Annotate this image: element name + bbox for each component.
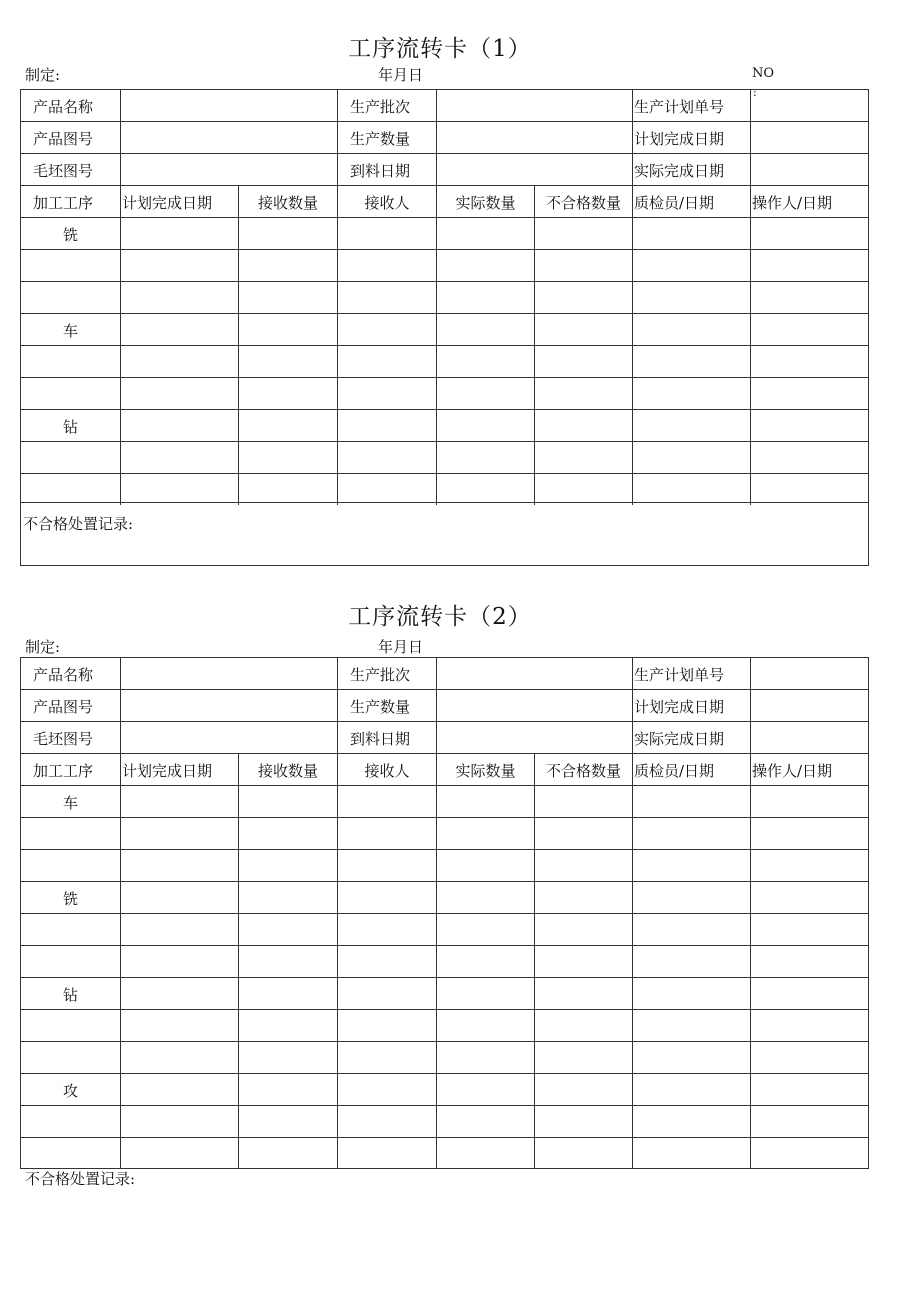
actual-qty-cell[interactable]	[436, 313, 534, 345]
col-header-actual-qty: 实际数量	[436, 185, 534, 217]
actual-qty-cell[interactable]	[436, 913, 534, 945]
actual-qty-cell[interactable]	[436, 409, 534, 441]
received-qty-cell[interactable]	[238, 913, 337, 945]
defect-disposal-label: 不合格处置记录:	[23, 515, 134, 533]
inspector-cell[interactable]	[632, 977, 750, 1009]
operator-cell[interactable]	[750, 313, 869, 345]
received-qty-cell[interactable]	[238, 1009, 337, 1041]
inspector-cell[interactable]	[632, 817, 750, 849]
plan-date-cell[interactable]	[120, 977, 238, 1009]
actual-qty-cell[interactable]	[436, 977, 534, 1009]
received-qty-cell[interactable]	[238, 345, 337, 377]
process-cell: 车	[20, 785, 120, 817]
operator-cell[interactable]	[750, 1137, 869, 1169]
production-qty-field[interactable]	[436, 689, 632, 721]
defect-qty-cell[interactable]	[534, 313, 632, 345]
process-cell: 攻	[20, 1073, 120, 1105]
production-batch-field[interactable]	[436, 89, 632, 121]
made-by-label: 制定:	[25, 638, 61, 656]
production-qty-label: 生产数量	[337, 121, 436, 153]
actual-finish-date-field[interactable]	[750, 721, 869, 753]
col-header-operator: 操作人/日期	[750, 753, 869, 785]
plan-date-cell[interactable]	[120, 377, 238, 409]
serial-no-colon: :	[753, 86, 757, 99]
defect-qty-cell[interactable]	[534, 1073, 632, 1105]
blank-drawing-field[interactable]	[120, 721, 337, 753]
operator-cell[interactable]	[750, 849, 869, 881]
product-name-label: 产品名称	[20, 657, 120, 689]
inspector-cell[interactable]	[632, 1009, 750, 1041]
receiver-cell[interactable]	[337, 913, 436, 945]
receiver-cell[interactable]	[337, 1009, 436, 1041]
inspector-cell[interactable]	[632, 281, 750, 313]
received-qty-cell[interactable]	[238, 313, 337, 345]
defect-qty-cell[interactable]	[534, 977, 632, 1009]
receiver-cell[interactable]	[337, 1105, 436, 1137]
defect-qty-cell[interactable]	[534, 913, 632, 945]
operator-cell[interactable]	[750, 977, 869, 1009]
operator-cell[interactable]	[750, 1105, 869, 1137]
col-header-inspector: 质检员/日期	[632, 185, 750, 217]
actual-qty-cell[interactable]	[436, 1073, 534, 1105]
process-cell: 钻	[20, 977, 120, 1009]
operator-cell[interactable]	[750, 1009, 869, 1041]
plan-date-cell[interactable]	[120, 441, 238, 473]
operator-cell[interactable]	[750, 1073, 869, 1105]
plan-date-cell[interactable]	[120, 217, 238, 249]
process-cell: 铣	[20, 217, 120, 249]
actual-qty-cell[interactable]	[436, 281, 534, 313]
defect-qty-cell[interactable]	[534, 441, 632, 473]
actual-qty-cell[interactable]	[436, 785, 534, 817]
process-cell	[20, 441, 120, 473]
defect-qty-cell[interactable]	[534, 1137, 632, 1169]
process-cell	[20, 1009, 120, 1041]
process-cell	[20, 849, 120, 881]
defect-qty-cell[interactable]	[534, 409, 632, 441]
receiver-cell[interactable]	[337, 313, 436, 345]
inspector-cell[interactable]	[632, 313, 750, 345]
plan-date-cell[interactable]	[120, 1137, 238, 1169]
plan-date-cell[interactable]	[120, 1105, 238, 1137]
serial-no-label: NO	[752, 66, 775, 81]
inspector-cell[interactable]	[632, 409, 750, 441]
col-header-operator: 操作人/日期	[750, 185, 869, 217]
receiver-cell[interactable]	[337, 217, 436, 249]
product-name-label: 产品名称	[20, 89, 120, 121]
plan-date-cell[interactable]	[120, 281, 238, 313]
operator-cell[interactable]	[750, 473, 869, 505]
inspector-cell[interactable]	[632, 849, 750, 881]
received-qty-cell[interactable]	[238, 1105, 337, 1137]
inspector-cell[interactable]	[632, 377, 750, 409]
date-label: 年月日	[378, 638, 424, 656]
plan-finish-date-label: 计划完成日期	[632, 689, 750, 721]
process-cell	[20, 249, 120, 281]
actual-qty-cell[interactable]	[436, 945, 534, 977]
defect-qty-cell[interactable]	[534, 377, 632, 409]
operator-cell[interactable]	[750, 1041, 869, 1073]
receiver-cell[interactable]	[337, 785, 436, 817]
defect-qty-cell[interactable]	[534, 785, 632, 817]
plan-date-cell[interactable]	[120, 1009, 238, 1041]
product-drawing-field[interactable]	[120, 689, 337, 721]
defect-qty-cell[interactable]	[534, 473, 632, 505]
plan-date-cell[interactable]	[120, 849, 238, 881]
col-header-plan-date: 计划完成日期	[120, 185, 238, 217]
actual-qty-cell[interactable]	[436, 849, 534, 881]
production-batch-label: 生产批次	[337, 657, 436, 689]
receiver-cell[interactable]	[337, 1137, 436, 1169]
plan-date-cell[interactable]	[120, 473, 238, 505]
material-date-label: 到料日期	[337, 721, 436, 753]
actual-qty-cell[interactable]	[436, 345, 534, 377]
defect-qty-cell[interactable]	[534, 249, 632, 281]
plan-order-no-field[interactable]	[750, 89, 869, 121]
plan-finish-date-field[interactable]	[750, 689, 869, 721]
process-cell	[20, 281, 120, 313]
process-cell	[20, 473, 120, 505]
defect-qty-cell[interactable]	[534, 1105, 632, 1137]
plan-date-cell[interactable]	[120, 1041, 238, 1073]
receiver-cell[interactable]	[337, 1073, 436, 1105]
card-title: 工序流转卡（2）	[348, 604, 532, 630]
received-qty-cell[interactable]	[238, 1041, 337, 1073]
receiver-cell[interactable]	[337, 281, 436, 313]
operator-cell[interactable]	[750, 441, 869, 473]
inspector-cell[interactable]	[632, 945, 750, 977]
actual-qty-cell[interactable]	[436, 881, 534, 913]
inspector-cell[interactable]	[632, 441, 750, 473]
actual-qty-cell[interactable]	[436, 817, 534, 849]
actual-finish-date-label: 实际完成日期	[632, 721, 750, 753]
defect-qty-cell[interactable]	[534, 345, 632, 377]
receiver-cell[interactable]	[337, 817, 436, 849]
actual-qty-cell[interactable]	[436, 1009, 534, 1041]
actual-qty-cell[interactable]	[436, 217, 534, 249]
inspector-cell[interactable]	[632, 913, 750, 945]
received-qty-cell[interactable]	[238, 441, 337, 473]
product-drawing-label: 产品图号	[20, 689, 120, 721]
defect-qty-cell[interactable]	[534, 849, 632, 881]
material-date-field[interactable]	[436, 153, 632, 185]
process-cell	[20, 345, 120, 377]
receiver-cell[interactable]	[337, 473, 436, 505]
material-date-field[interactable]	[436, 721, 632, 753]
receiver-cell[interactable]	[337, 945, 436, 977]
operator-cell[interactable]	[750, 281, 869, 313]
plan-date-cell[interactable]	[120, 785, 238, 817]
receiver-cell[interactable]	[337, 1041, 436, 1073]
plan-date-cell[interactable]	[120, 409, 238, 441]
made-by-label: 制定:	[25, 66, 61, 84]
plan-date-cell[interactable]	[120, 913, 238, 945]
col-header-defect-qty: 不合格数量	[534, 185, 632, 217]
col-header-actual-qty: 实际数量	[436, 753, 534, 785]
process-cell	[20, 817, 120, 849]
received-qty-cell[interactable]	[238, 473, 337, 505]
plan-date-cell[interactable]	[120, 249, 238, 281]
material-date-label: 到料日期	[337, 153, 436, 185]
plan-date-cell[interactable]	[120, 313, 238, 345]
col-header-receiver: 接收人	[337, 753, 436, 785]
received-qty-cell[interactable]	[238, 377, 337, 409]
plan-finish-date-field[interactable]	[750, 121, 869, 153]
inspector-cell[interactable]	[632, 881, 750, 913]
plan-date-cell[interactable]	[120, 945, 238, 977]
col-header-process: 加工工序	[20, 753, 120, 785]
actual-finish-date-field[interactable]	[750, 153, 869, 185]
blank-drawing-field[interactable]	[120, 153, 337, 185]
actual-qty-cell[interactable]	[436, 1137, 534, 1169]
inspector-cell[interactable]	[632, 1073, 750, 1105]
inspector-cell[interactable]	[632, 1105, 750, 1137]
received-qty-cell[interactable]	[238, 881, 337, 913]
operator-cell[interactable]	[750, 881, 869, 913]
process-cell	[20, 377, 120, 409]
received-qty-cell[interactable]	[238, 1137, 337, 1169]
received-qty-cell[interactable]	[238, 281, 337, 313]
receiver-cell[interactable]	[337, 249, 436, 281]
plan-order-no-field[interactable]	[750, 657, 869, 689]
operator-cell[interactable]	[750, 945, 869, 977]
inspector-cell[interactable]	[632, 785, 750, 817]
process-cell: 钻	[20, 409, 120, 441]
plan-date-cell[interactable]	[120, 1073, 238, 1105]
operator-cell[interactable]	[750, 217, 869, 249]
defect-qty-cell[interactable]	[534, 817, 632, 849]
defect-qty-cell[interactable]	[534, 881, 632, 913]
process-cell	[20, 1137, 120, 1169]
production-qty-field[interactable]	[436, 121, 632, 153]
received-qty-cell[interactable]	[238, 945, 337, 977]
actual-qty-cell[interactable]	[436, 377, 534, 409]
process-cell: 铣	[20, 881, 120, 913]
col-header-plan-date: 计划完成日期	[120, 753, 238, 785]
plan-date-cell[interactable]	[120, 345, 238, 377]
blank-drawing-label: 毛坯图号	[20, 153, 120, 185]
received-qty-cell[interactable]	[238, 409, 337, 441]
operator-cell[interactable]	[750, 377, 869, 409]
receiver-cell[interactable]	[337, 409, 436, 441]
plan-date-cell[interactable]	[120, 881, 238, 913]
product-drawing-field[interactable]	[120, 121, 337, 153]
operator-cell[interactable]	[750, 785, 869, 817]
receiver-cell[interactable]	[337, 441, 436, 473]
actual-qty-cell[interactable]	[436, 249, 534, 281]
received-qty-cell[interactable]	[238, 217, 337, 249]
plan-finish-date-label: 计划完成日期	[632, 121, 750, 153]
receiver-cell[interactable]	[337, 881, 436, 913]
inspector-cell[interactable]	[632, 1041, 750, 1073]
production-batch-label: 生产批次	[337, 89, 436, 121]
process-cell: 车	[20, 313, 120, 345]
defect-disposal-record[interactable]	[20, 502, 869, 566]
col-header-process: 加工工序	[20, 185, 120, 217]
col-header-received-qty: 接收数量	[238, 185, 337, 217]
received-qty-cell[interactable]	[238, 817, 337, 849]
process-cell	[20, 945, 120, 977]
process-cell	[20, 913, 120, 945]
actual-qty-cell[interactable]	[436, 441, 534, 473]
product-name-field[interactable]	[120, 89, 337, 121]
operator-cell[interactable]	[750, 345, 869, 377]
card-title: 工序流转卡（1）	[348, 36, 532, 62]
defect-qty-cell[interactable]	[534, 281, 632, 313]
product-name-field[interactable]	[120, 657, 337, 689]
received-qty-cell[interactable]	[238, 977, 337, 1009]
inspector-cell[interactable]	[632, 217, 750, 249]
operator-cell[interactable]	[750, 913, 869, 945]
actual-qty-cell[interactable]	[436, 1105, 534, 1137]
receiver-cell[interactable]	[337, 345, 436, 377]
operator-cell[interactable]	[750, 817, 869, 849]
date-label: 年月日	[378, 66, 424, 84]
actual-qty-cell[interactable]	[436, 473, 534, 505]
actual-qty-cell[interactable]	[436, 1041, 534, 1073]
inspector-cell[interactable]	[632, 249, 750, 281]
defect-qty-cell[interactable]	[534, 1041, 632, 1073]
production-batch-field[interactable]	[436, 657, 632, 689]
defect-qty-cell[interactable]	[534, 217, 632, 249]
process-cell	[20, 1041, 120, 1073]
operator-cell[interactable]	[750, 409, 869, 441]
operator-cell[interactable]	[750, 249, 869, 281]
process-cell	[20, 1105, 120, 1137]
received-qty-cell[interactable]	[238, 1073, 337, 1105]
col-header-receiver: 接收人	[337, 185, 436, 217]
inspector-cell[interactable]	[632, 473, 750, 505]
col-header-defect-qty: 不合格数量	[534, 753, 632, 785]
plan-order-no-label: 生产计划单号	[632, 89, 750, 121]
receiver-cell[interactable]	[337, 849, 436, 881]
product-drawing-label: 产品图号	[20, 121, 120, 153]
defect-qty-cell[interactable]	[534, 945, 632, 977]
actual-finish-date-label: 实际完成日期	[632, 153, 750, 185]
received-qty-cell[interactable]	[238, 249, 337, 281]
defect-disposal-label: 不合格处置记录:	[25, 1170, 136, 1188]
inspector-cell[interactable]	[632, 345, 750, 377]
received-qty-cell[interactable]	[238, 785, 337, 817]
received-qty-cell[interactable]	[238, 849, 337, 881]
production-qty-label: 生产数量	[337, 689, 436, 721]
col-header-received-qty: 接收数量	[238, 753, 337, 785]
col-header-inspector: 质检员/日期	[632, 753, 750, 785]
blank-drawing-label: 毛坯图号	[20, 721, 120, 753]
inspector-cell[interactable]	[632, 1137, 750, 1169]
receiver-cell[interactable]	[337, 377, 436, 409]
plan-order-no-label: 生产计划单号	[632, 657, 750, 689]
plan-date-cell[interactable]	[120, 817, 238, 849]
defect-qty-cell[interactable]	[534, 1009, 632, 1041]
receiver-cell[interactable]	[337, 977, 436, 1009]
